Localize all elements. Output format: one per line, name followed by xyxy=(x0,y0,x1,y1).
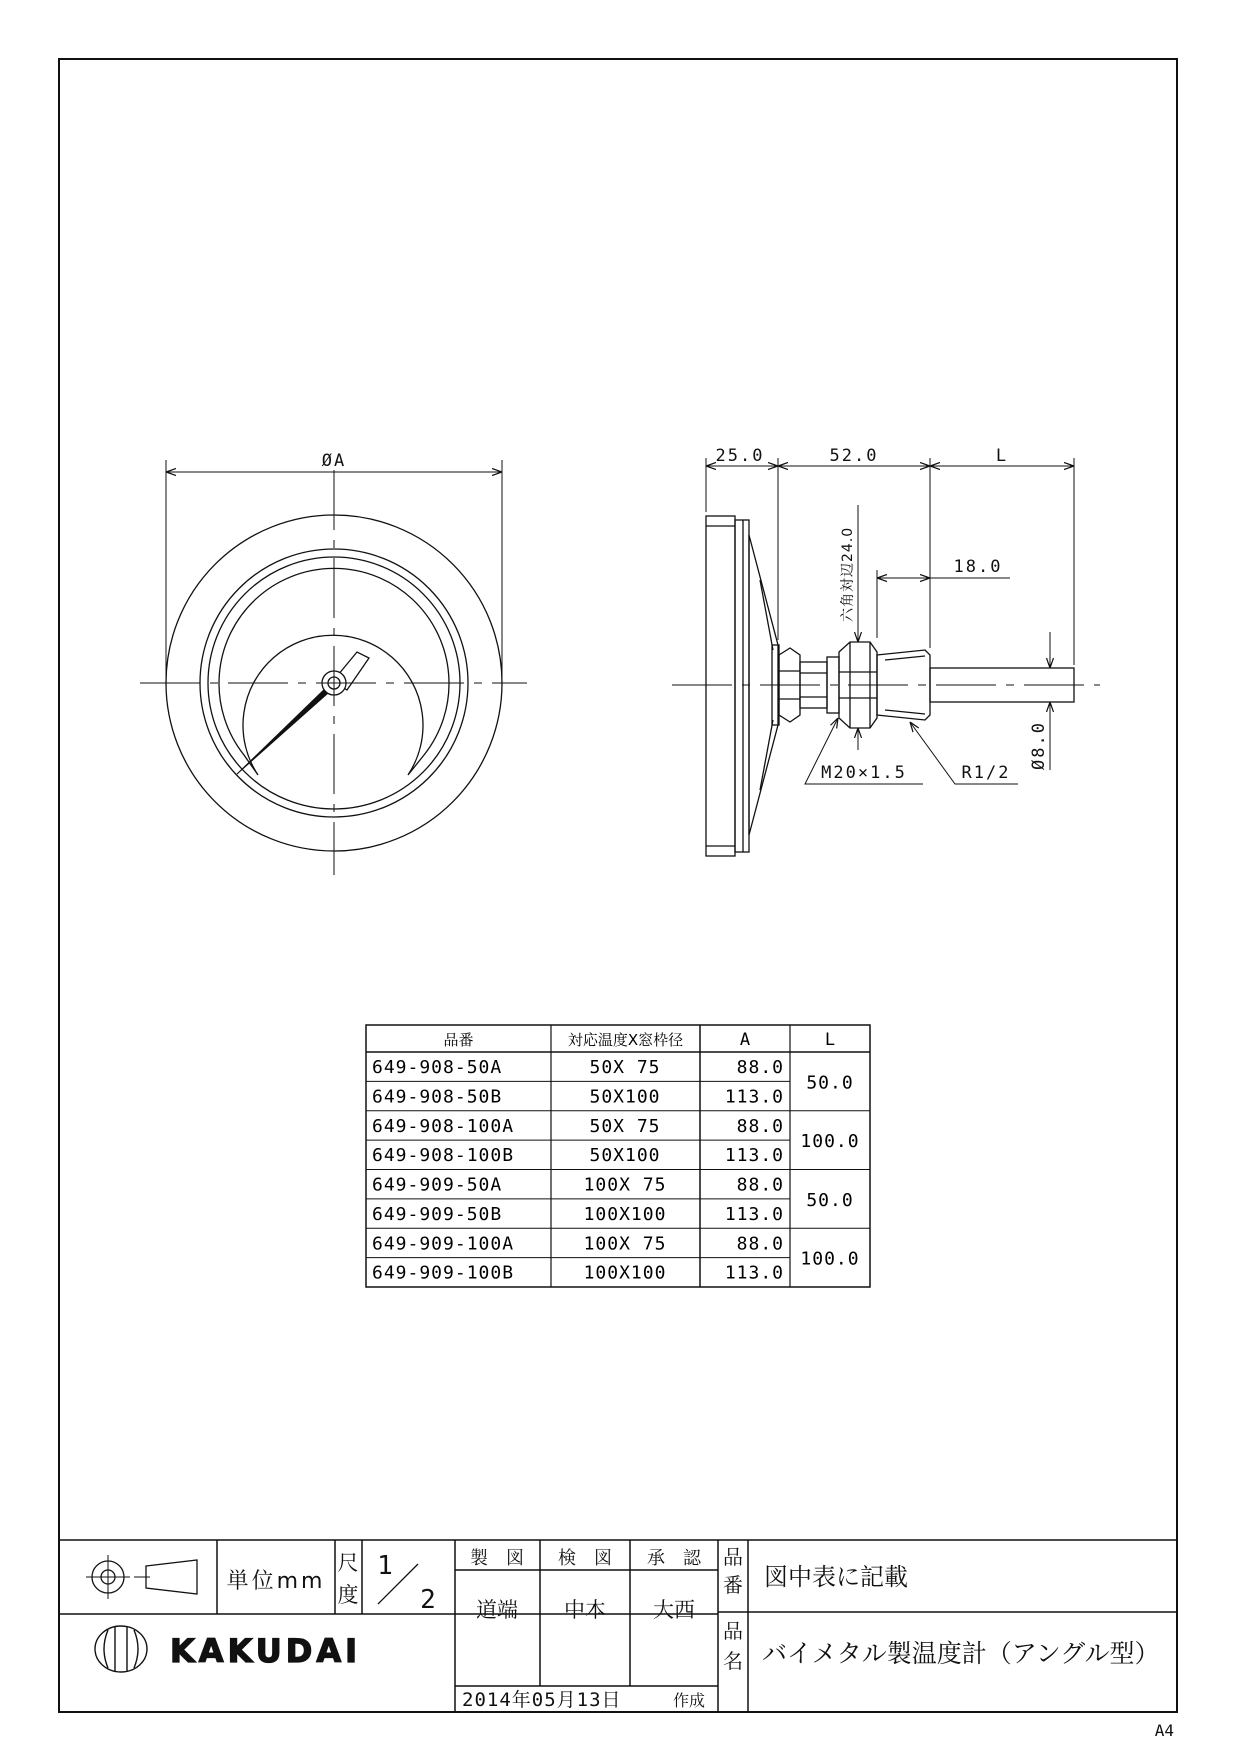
table-cell-part-no: 649-908-100B xyxy=(372,1145,515,1167)
table-cell-a: 88.0 xyxy=(736,1115,784,1137)
approved-by: 大西 xyxy=(653,1598,695,1622)
pointer-needle xyxy=(237,682,336,774)
sheet-border xyxy=(59,59,1177,1712)
dim-hex-label: 六角対辺24.0 xyxy=(840,526,856,622)
part-no-label-1: 品 xyxy=(723,1545,743,1569)
company-name: KAKUDAI xyxy=(170,1632,362,1670)
case-ring xyxy=(735,520,749,852)
checked-label: 検 図 xyxy=(558,1548,612,1569)
approved-label: 承 認 xyxy=(647,1548,701,1569)
table-cell-a: 88.0 xyxy=(736,1174,784,1196)
table-cell-l: 100.0 xyxy=(800,1131,860,1153)
label-r12: R1/2 xyxy=(961,763,1011,783)
table-header-cell: A xyxy=(739,1030,751,1050)
table-cell-part-no: 649-909-100B xyxy=(372,1262,515,1284)
dim-dia-label: ØA xyxy=(321,451,347,471)
table-cell-a: 113.0 xyxy=(724,1203,784,1225)
name-label-2: 名 xyxy=(723,1649,743,1673)
scale-label-2: 度 xyxy=(337,1583,359,1607)
scale-label-1: 尺 xyxy=(337,1551,359,1575)
product-name: バイメタル製温度計（アングル型） xyxy=(762,1639,1160,1668)
table-cell-spec: 50X 75 xyxy=(589,1057,661,1078)
table-cell-a: 88.0 xyxy=(736,1233,784,1255)
case-face xyxy=(706,516,735,856)
table-header-cell: 対応温度X窓枠径 xyxy=(567,1031,684,1049)
table-cell-spec: 50X100 xyxy=(589,1086,661,1108)
paper-size: A4 xyxy=(1154,1721,1174,1740)
table-cell-part-no: 649-909-50A xyxy=(372,1174,503,1196)
dim-body-label: 52.0 xyxy=(829,446,879,466)
table-cell-spec: 100X 75 xyxy=(583,1233,667,1255)
scale-numerator: 1 xyxy=(377,1551,393,1581)
label-m20: M20×1.5 xyxy=(821,763,907,783)
spec-table-text xyxy=(372,1030,860,1284)
table-cell-a: 113.0 xyxy=(724,1262,784,1284)
table-cell-part-no: 649-908-100A xyxy=(372,1115,515,1137)
projection-symbol xyxy=(86,1555,197,1599)
scale-denominator: 2 xyxy=(420,1585,436,1615)
front-view xyxy=(140,460,527,875)
table-cell-a: 113.0 xyxy=(724,1145,784,1167)
table-header-cell: 品番 xyxy=(443,1031,474,1049)
table-cell-l: 50.0 xyxy=(806,1189,854,1211)
table-cell-spec: 100X100 xyxy=(583,1262,667,1284)
date-suffix: 作成 xyxy=(672,1691,706,1710)
unit-label: 単位mm xyxy=(226,1569,326,1594)
date-created: 2014年05月13日 xyxy=(462,1689,622,1711)
part-no-label-2: 番 xyxy=(723,1573,743,1597)
table-cell-a: 88.0 xyxy=(736,1057,784,1078)
table-cell-l: 100.0 xyxy=(800,1248,860,1270)
dim-stem-dia-label: Ø8.0 xyxy=(1029,721,1049,770)
company-logo-mark xyxy=(95,1626,147,1672)
name-label-1: 品 xyxy=(723,1619,743,1643)
checked-by: 中本 xyxy=(564,1598,606,1622)
table-cell-spec: 50X 75 xyxy=(589,1115,661,1137)
table-cell-spec: 50X100 xyxy=(589,1145,661,1167)
table-cell-part-no: 649-909-50B xyxy=(372,1203,503,1225)
table-cell-a: 113.0 xyxy=(724,1086,784,1108)
table-cell-part-no: 649-908-50B xyxy=(372,1086,503,1108)
side-view xyxy=(672,458,1100,856)
part-no-value: 図中表に記載 xyxy=(764,1563,908,1591)
dim-stem-label: L xyxy=(995,446,1009,466)
dim-thread-label: 18.0 xyxy=(953,557,1003,577)
table-cell-spec: 100X100 xyxy=(583,1203,667,1225)
table-cell-spec: 100X 75 xyxy=(583,1174,667,1196)
table-cell-part-no: 649-909-100A xyxy=(372,1233,515,1255)
title-block xyxy=(59,1540,1177,1712)
table-cell-part-no: 649-908-50A xyxy=(372,1057,503,1078)
table-header-cell: L xyxy=(824,1030,836,1050)
table-cell-l: 50.0 xyxy=(806,1072,854,1094)
drawn-label: 製 図 xyxy=(470,1548,524,1569)
drawn-by: 道端 xyxy=(476,1598,518,1622)
dim-face-label: 25.0 xyxy=(715,446,765,466)
